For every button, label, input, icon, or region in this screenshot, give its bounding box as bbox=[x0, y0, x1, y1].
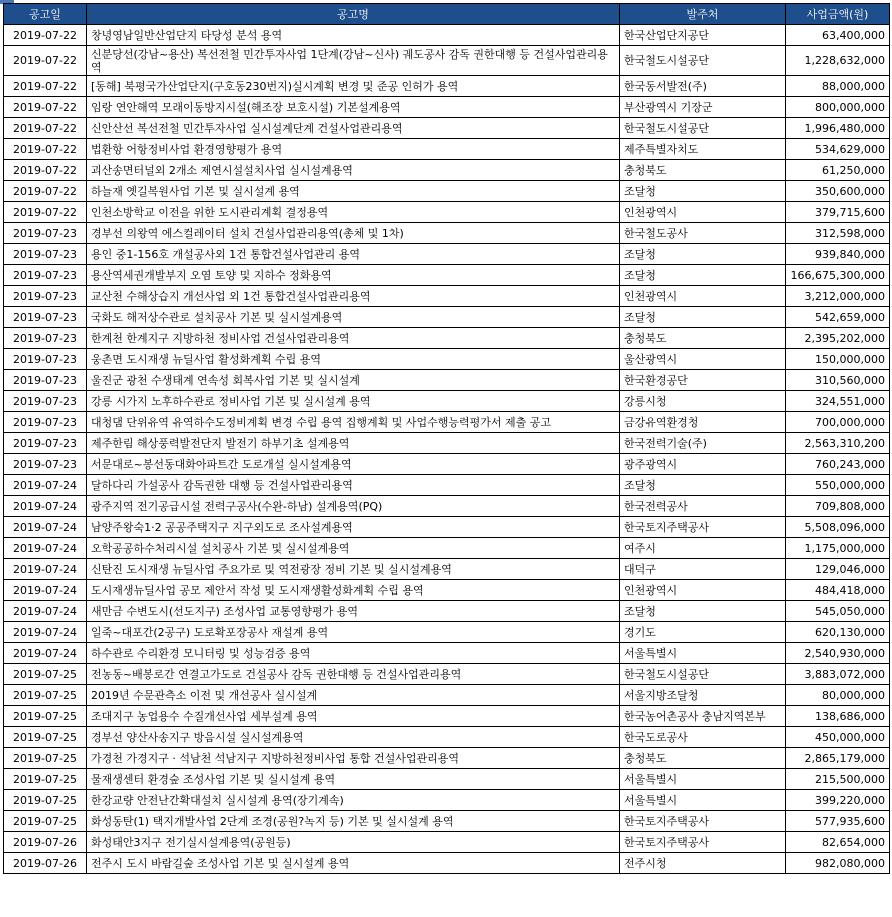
title-cell[interactable]: [동해] 북평국가산업단지(구호동230번지)실시계획 변경 및 준공 인허가 용역 bbox=[87, 76, 620, 97]
amount-cell[interactable]: 2,395,202,000 bbox=[786, 328, 890, 349]
agency-cell[interactable]: 한국철도시설공단 bbox=[620, 46, 786, 76]
table-row[interactable] bbox=[4, 370, 890, 391]
header-row bbox=[4, 4, 890, 25]
table-row[interactable] bbox=[4, 25, 890, 46]
date-cell[interactable]: 2019-07-25 bbox=[4, 664, 87, 685]
date-cell[interactable]: 2019-07-24 bbox=[4, 517, 87, 538]
agency-cell[interactable]: 인천광역시 bbox=[620, 286, 786, 307]
agency-cell[interactable]: 인천광역시 bbox=[620, 580, 786, 601]
date-cell[interactable]: 2019-07-23 bbox=[4, 391, 87, 412]
title-cell[interactable]: 신안산선 복선전철 민간투자사업 실시설계단계 건설사업관리용역 bbox=[87, 118, 620, 139]
date-cell[interactable]: 2019-07-22 bbox=[4, 97, 87, 118]
amount-cell[interactable]: 542,659,000 bbox=[786, 307, 890, 328]
table-row[interactable] bbox=[4, 76, 890, 97]
date-cell[interactable]: 2019-07-22 bbox=[4, 160, 87, 181]
title-cell[interactable]: 하늘재 옛길복원사업 기본 및 실시설계 용역 bbox=[87, 181, 620, 202]
amount-cell[interactable]: 129,046,000 bbox=[786, 559, 890, 580]
title-cell[interactable]: 화성동탄(1) 택지개발사업 2단계 조경(공원?녹지 등) 기본 및 실시설계 용역 bbox=[87, 811, 620, 832]
title-cell[interactable]: 도시재생뉴딜사업 공모 제안서 작성 및 도시재생활성화계획 수립 용역 bbox=[87, 580, 620, 601]
amount-cell[interactable]: 379,715,600 bbox=[786, 202, 890, 223]
date-cell[interactable]: 2019-07-25 bbox=[4, 790, 87, 811]
agency-cell[interactable]: 경기도 bbox=[620, 622, 786, 643]
table-row[interactable] bbox=[4, 580, 890, 601]
amount-cell[interactable]: 1,228,632,000 bbox=[786, 46, 890, 76]
amount-cell[interactable]: 800,000,000 bbox=[786, 97, 890, 118]
table-row[interactable] bbox=[4, 307, 890, 328]
title-cell[interactable]: 전농동~배봉로간 연결고가도로 건설공사 감독 권한대행 등 건설사업관리용역 bbox=[87, 664, 620, 685]
table-row[interactable] bbox=[4, 853, 890, 874]
table-row[interactable] bbox=[4, 769, 890, 790]
table-row[interactable] bbox=[4, 97, 890, 118]
amount-cell[interactable]: 150,000,000 bbox=[786, 349, 890, 370]
date-cell[interactable]: 2019-07-24 bbox=[4, 538, 87, 559]
title-cell[interactable]: 용산역세권개발부지 오염 토양 및 지하수 정화용역 bbox=[87, 265, 620, 286]
header-date[interactable]: 공고일 bbox=[4, 4, 87, 25]
agency-cell[interactable]: 서울특별시 bbox=[620, 790, 786, 811]
title-cell[interactable]: 경부선 양산사송지구 방음시설 실시설계용역 bbox=[87, 727, 620, 748]
amount-cell[interactable]: 709,808,000 bbox=[786, 496, 890, 517]
date-cell[interactable]: 2019-07-23 bbox=[4, 265, 87, 286]
title-cell[interactable]: 교산천 수해상습지 개선사업 외 1건 통합건설사업관리용역 bbox=[87, 286, 620, 307]
date-cell[interactable]: 2019-07-22 bbox=[4, 139, 87, 160]
amount-cell[interactable]: 450,000,000 bbox=[786, 727, 890, 748]
title-cell[interactable]: 경부선 의왕역 에스컬레이터 설치 건설사업관리용역(총체 및 1차) bbox=[87, 223, 620, 244]
title-cell[interactable]: 오학공공하수처리시설 설치공사 기본 및 실시설계용역 bbox=[87, 538, 620, 559]
title-cell[interactable]: 울진군 광천 수생태계 연속성 회복사업 기본 및 실시설계 bbox=[87, 370, 620, 391]
agency-cell[interactable]: 여주시 bbox=[620, 538, 786, 559]
agency-cell[interactable]: 한국전력공사 bbox=[620, 496, 786, 517]
amount-cell[interactable]: 700,000,000 bbox=[786, 412, 890, 433]
title-cell[interactable]: 국화도 해저상수관로 설치공사 기본 및 실시설계용역 bbox=[87, 307, 620, 328]
title-cell[interactable]: 괴산송면터널외 2개소 제연시설설치사업 실시설계용역 bbox=[87, 160, 620, 181]
date-cell[interactable]: 2019-07-23 bbox=[4, 454, 87, 475]
amount-cell[interactable]: 61,250,000 bbox=[786, 160, 890, 181]
amount-cell[interactable]: 982,080,000 bbox=[786, 853, 890, 874]
agency-cell[interactable]: 한국도로공사 bbox=[620, 727, 786, 748]
date-cell[interactable]: 2019-07-24 bbox=[4, 475, 87, 496]
title-cell[interactable]: 조대지구 농업용수 수질개선사업 세부설계 용역 bbox=[87, 706, 620, 727]
agency-cell[interactable]: 강릉시청 bbox=[620, 391, 786, 412]
title-cell[interactable]: 창녕영남일반산업단지 타당성 분석 용역 bbox=[87, 25, 620, 46]
agency-cell[interactable]: 조달청 bbox=[620, 181, 786, 202]
amount-cell[interactable]: 2,563,310,200 bbox=[786, 433, 890, 454]
date-cell[interactable]: 2019-07-25 bbox=[4, 769, 87, 790]
header-title[interactable]: 공고명 bbox=[87, 4, 620, 25]
agency-cell[interactable]: 금강유역환경청 bbox=[620, 412, 786, 433]
table-row[interactable] bbox=[4, 286, 890, 307]
date-cell[interactable]: 2019-07-23 bbox=[4, 244, 87, 265]
title-cell[interactable]: 웅촌면 도시재생 뉴딜사업 활성화계획 수립 용역 bbox=[87, 349, 620, 370]
table-row[interactable] bbox=[4, 496, 890, 517]
agency-cell[interactable]: 조달청 bbox=[620, 601, 786, 622]
date-cell[interactable]: 2019-07-22 bbox=[4, 181, 87, 202]
date-cell[interactable]: 2019-07-23 bbox=[4, 370, 87, 391]
date-cell[interactable]: 2019-07-22 bbox=[4, 118, 87, 139]
table-row[interactable] bbox=[4, 559, 890, 580]
title-cell[interactable]: 임랑 연안해역 모래이동방지시설(해조장 보호시설) 기본설계용역 bbox=[87, 97, 620, 118]
title-cell[interactable]: 광주지역 전기공급시설 전력구공사(수완-하남) 설계용역(PQ) bbox=[87, 496, 620, 517]
date-cell[interactable]: 2019-07-24 bbox=[4, 559, 87, 580]
agency-cell[interactable]: 대덕구 bbox=[620, 559, 786, 580]
table-row[interactable] bbox=[4, 790, 890, 811]
amount-cell[interactable]: 1,175,000,000 bbox=[786, 538, 890, 559]
title-cell[interactable]: 대청댐 단위유역 유역하수도정비계획 변경 수립 용역 집행계획 및 사업수행능력평가서 제출 공고 bbox=[87, 412, 620, 433]
date-cell[interactable]: 2019-07-23 bbox=[4, 412, 87, 433]
table-row[interactable] bbox=[4, 811, 890, 832]
amount-cell[interactable]: 350,600,000 bbox=[786, 181, 890, 202]
agency-cell[interactable]: 충청북도 bbox=[620, 748, 786, 769]
amount-cell[interactable]: 5,508,096,000 bbox=[786, 517, 890, 538]
table-row[interactable] bbox=[4, 433, 890, 454]
date-cell[interactable]: 2019-07-23 bbox=[4, 433, 87, 454]
date-cell[interactable]: 2019-07-26 bbox=[4, 853, 87, 874]
amount-cell[interactable]: 138,686,000 bbox=[786, 706, 890, 727]
amount-cell[interactable]: 550,000,000 bbox=[786, 475, 890, 496]
agency-cell[interactable]: 한국환경공단 bbox=[620, 370, 786, 391]
table-row[interactable] bbox=[4, 412, 890, 433]
date-cell[interactable]: 2019-07-25 bbox=[4, 727, 87, 748]
agency-cell[interactable]: 서울지방조달청 bbox=[620, 685, 786, 706]
date-cell[interactable]: 2019-07-24 bbox=[4, 622, 87, 643]
title-cell[interactable]: 서문대로~봉선동대화아파트간 도로개설 실시설계용역 bbox=[87, 454, 620, 475]
agency-cell[interactable]: 부산광역시 기장군 bbox=[620, 97, 786, 118]
table-row[interactable] bbox=[4, 265, 890, 286]
title-cell[interactable]: 신분당선(강남~용산) 복선전철 민간투자사업 1단계(강남~신사) 궤도공사 감독 권한대행 등 건설사업관리용역 bbox=[87, 46, 620, 76]
agency-cell[interactable]: 충청북도 bbox=[620, 328, 786, 349]
table-row[interactable] bbox=[4, 685, 890, 706]
amount-cell[interactable]: 80,000,000 bbox=[786, 685, 890, 706]
agency-cell[interactable]: 한국토지주택공사 bbox=[620, 832, 786, 853]
table-row[interactable] bbox=[4, 748, 890, 769]
table-row[interactable] bbox=[4, 643, 890, 664]
date-cell[interactable]: 2019-07-25 bbox=[4, 811, 87, 832]
table-row[interactable] bbox=[4, 727, 890, 748]
agency-cell[interactable]: 서울특별시 bbox=[620, 769, 786, 790]
table-row[interactable] bbox=[4, 223, 890, 244]
date-cell[interactable]: 2019-07-25 bbox=[4, 685, 87, 706]
date-cell[interactable]: 2019-07-25 bbox=[4, 748, 87, 769]
amount-cell[interactable]: 310,560,000 bbox=[786, 370, 890, 391]
table-row[interactable] bbox=[4, 622, 890, 643]
table-row[interactable] bbox=[4, 391, 890, 412]
amount-cell[interactable]: 63,400,000 bbox=[786, 25, 890, 46]
title-cell[interactable]: 물재생센터 환경숲 조성사업 기본 및 실시설계 용역 bbox=[87, 769, 620, 790]
agency-cell[interactable]: 한국철도시설공단 bbox=[620, 118, 786, 139]
title-cell[interactable]: 용인 중1-156호 개설공사외 1건 통합건설사업관리 용역 bbox=[87, 244, 620, 265]
agency-cell[interactable]: 한국토지주택공사 bbox=[620, 517, 786, 538]
amount-cell[interactable]: 620,130,000 bbox=[786, 622, 890, 643]
amount-cell[interactable]: 3,883,072,000 bbox=[786, 664, 890, 685]
agency-cell[interactable]: 울산광역시 bbox=[620, 349, 786, 370]
date-cell[interactable]: 2019-07-23 bbox=[4, 349, 87, 370]
date-cell[interactable]: 2019-07-22 bbox=[4, 76, 87, 97]
date-cell[interactable]: 2019-07-23 bbox=[4, 328, 87, 349]
table-row[interactable] bbox=[4, 349, 890, 370]
agency-cell[interactable]: 한국산업단지공단 bbox=[620, 25, 786, 46]
amount-cell[interactable]: 2,540,930,000 bbox=[786, 643, 890, 664]
table-row[interactable] bbox=[4, 139, 890, 160]
title-cell[interactable]: 새만금 수변도시(선도지구) 조성사업 교통영향평가 용역 bbox=[87, 601, 620, 622]
date-cell[interactable]: 2019-07-25 bbox=[4, 706, 87, 727]
amount-cell[interactable]: 2,865,179,000 bbox=[786, 748, 890, 769]
agency-cell[interactable]: 한국농어촌공사 충남지역본부 bbox=[620, 706, 786, 727]
date-cell[interactable]: 2019-07-24 bbox=[4, 580, 87, 601]
table-row[interactable] bbox=[4, 328, 890, 349]
date-cell[interactable]: 2019-07-22 bbox=[4, 202, 87, 223]
title-cell[interactable]: 가경천 가경지구 · 석남천 석남지구 지방하천정비사업 통합 건설사업관리용역 bbox=[87, 748, 620, 769]
title-cell[interactable]: 신탄진 도시재생 뉴딜사업 주요가로 및 역전광장 정비 기본 및 실시설계용역 bbox=[87, 559, 620, 580]
amount-cell[interactable]: 88,000,000 bbox=[786, 76, 890, 97]
amount-cell[interactable]: 484,418,000 bbox=[786, 580, 890, 601]
amount-cell[interactable]: 1,996,480,000 bbox=[786, 118, 890, 139]
title-cell[interactable]: 제주한림 해상풍력발전단지 발전기 하부기초 설계용역 bbox=[87, 433, 620, 454]
amount-cell[interactable]: 545,050,000 bbox=[786, 601, 890, 622]
amount-cell[interactable]: 939,840,000 bbox=[786, 244, 890, 265]
title-cell[interactable]: 2019년 수문관측소 이전 및 개선공사 실시설계 bbox=[87, 685, 620, 706]
amount-cell[interactable]: 166,675,300,000 bbox=[786, 265, 890, 286]
agency-cell[interactable]: 인천광역시 bbox=[620, 202, 786, 223]
amount-cell[interactable]: 312,598,000 bbox=[786, 223, 890, 244]
agency-cell[interactable]: 한국토지주택공사 bbox=[620, 811, 786, 832]
header-agency[interactable]: 발주처 bbox=[620, 4, 786, 25]
agency-cell[interactable]: 조달청 bbox=[620, 307, 786, 328]
date-cell[interactable]: 2019-07-23 bbox=[4, 307, 87, 328]
title-cell[interactable]: 한계천 한계지구 지방하천 정비사업 건설사업관리용역 bbox=[87, 328, 620, 349]
table-row[interactable] bbox=[4, 538, 890, 559]
date-cell[interactable]: 2019-07-26 bbox=[4, 832, 87, 853]
table-row[interactable] bbox=[4, 601, 890, 622]
table-body bbox=[4, 25, 890, 874]
date-cell[interactable]: 2019-07-22 bbox=[4, 46, 87, 76]
table-row[interactable] bbox=[4, 118, 890, 139]
header-amount[interactable]: 사업금액(원) bbox=[786, 4, 890, 25]
date-cell[interactable]: 2019-07-24 bbox=[4, 601, 87, 622]
amount-cell[interactable]: 215,500,000 bbox=[786, 769, 890, 790]
table-row[interactable] bbox=[4, 832, 890, 853]
title-cell[interactable]: 강릉 시가지 노후하수관로 정비사업 기본 및 실시설계 용역 bbox=[87, 391, 620, 412]
title-cell[interactable]: 인천소방학교 이전을 위한 도시관리계획 결정용역 bbox=[87, 202, 620, 223]
agency-cell[interactable]: 한국전력기술(주) bbox=[620, 433, 786, 454]
amount-cell[interactable]: 760,243,000 bbox=[786, 454, 890, 475]
agency-cell[interactable]: 한국동서발전(주) bbox=[620, 76, 786, 97]
table-row[interactable] bbox=[4, 244, 890, 265]
date-cell[interactable]: 2019-07-23 bbox=[4, 223, 87, 244]
title-cell[interactable]: 남양주왕숙1·2 공공주택지구 지구외도로 조사설계용역 bbox=[87, 517, 620, 538]
date-cell[interactable]: 2019-07-24 bbox=[4, 643, 87, 664]
date-cell[interactable]: 2019-07-23 bbox=[4, 286, 87, 307]
agency-cell[interactable]: 광주광역시 bbox=[620, 454, 786, 475]
table-header bbox=[4, 4, 890, 25]
table-row[interactable] bbox=[4, 454, 890, 475]
agency-cell[interactable]: 제주특별자치도 bbox=[620, 139, 786, 160]
table-row[interactable] bbox=[4, 706, 890, 727]
tender-announcement-table bbox=[3, 3, 890, 874]
title-cell[interactable]: 달하다리 가설공사 감독권한 대행 등 건설사업관리용역 bbox=[87, 475, 620, 496]
amount-cell[interactable]: 534,629,000 bbox=[786, 139, 890, 160]
table-row[interactable] bbox=[4, 181, 890, 202]
table-row[interactable] bbox=[4, 46, 890, 76]
agency-cell[interactable]: 충청북도 bbox=[620, 160, 786, 181]
amount-cell[interactable]: 577,935,600 bbox=[786, 811, 890, 832]
title-cell[interactable]: 전주시 도시 바람길숲 조성사업 기본 및 실시설계 용역 bbox=[87, 853, 620, 874]
title-cell[interactable]: 화성태안3지구 전기실시설계용역(공원등) bbox=[87, 832, 620, 853]
title-cell[interactable]: 법환항 어항정비사업 환경영향평가 용역 bbox=[87, 139, 620, 160]
agency-cell[interactable]: 서울특별시 bbox=[620, 643, 786, 664]
agency-cell[interactable]: 전주시청 bbox=[620, 853, 786, 874]
table-row[interactable] bbox=[4, 517, 890, 538]
date-cell[interactable]: 2019-07-24 bbox=[4, 496, 87, 517]
agency-cell[interactable]: 조달청 bbox=[620, 475, 786, 496]
agency-cell[interactable]: 한국철도시설공단 bbox=[620, 664, 786, 685]
table-row[interactable] bbox=[4, 202, 890, 223]
amount-cell[interactable]: 82,654,000 bbox=[786, 832, 890, 853]
title-cell[interactable]: 하수관로 수리환경 모니터링 및 성능검증 용역 bbox=[87, 643, 620, 664]
agency-cell[interactable]: 조달청 bbox=[620, 244, 786, 265]
agency-cell[interactable]: 조달청 bbox=[620, 265, 786, 286]
amount-cell[interactable]: 3,212,000,000 bbox=[786, 286, 890, 307]
agency-cell[interactable]: 한국철도공사 bbox=[620, 223, 786, 244]
table-row[interactable] bbox=[4, 160, 890, 181]
amount-cell[interactable]: 399,220,000 bbox=[786, 790, 890, 811]
table-row[interactable] bbox=[4, 475, 890, 496]
table-row[interactable] bbox=[4, 664, 890, 685]
title-cell[interactable]: 한강교량 안전난간확대설치 실시설계 용역(장기계속) bbox=[87, 790, 620, 811]
date-cell[interactable]: 2019-07-22 bbox=[4, 25, 87, 46]
amount-cell[interactable]: 324,551,000 bbox=[786, 391, 890, 412]
title-cell[interactable]: 일죽~대포간(2공구) 도로확포장공사 재설계 용역 bbox=[87, 622, 620, 643]
